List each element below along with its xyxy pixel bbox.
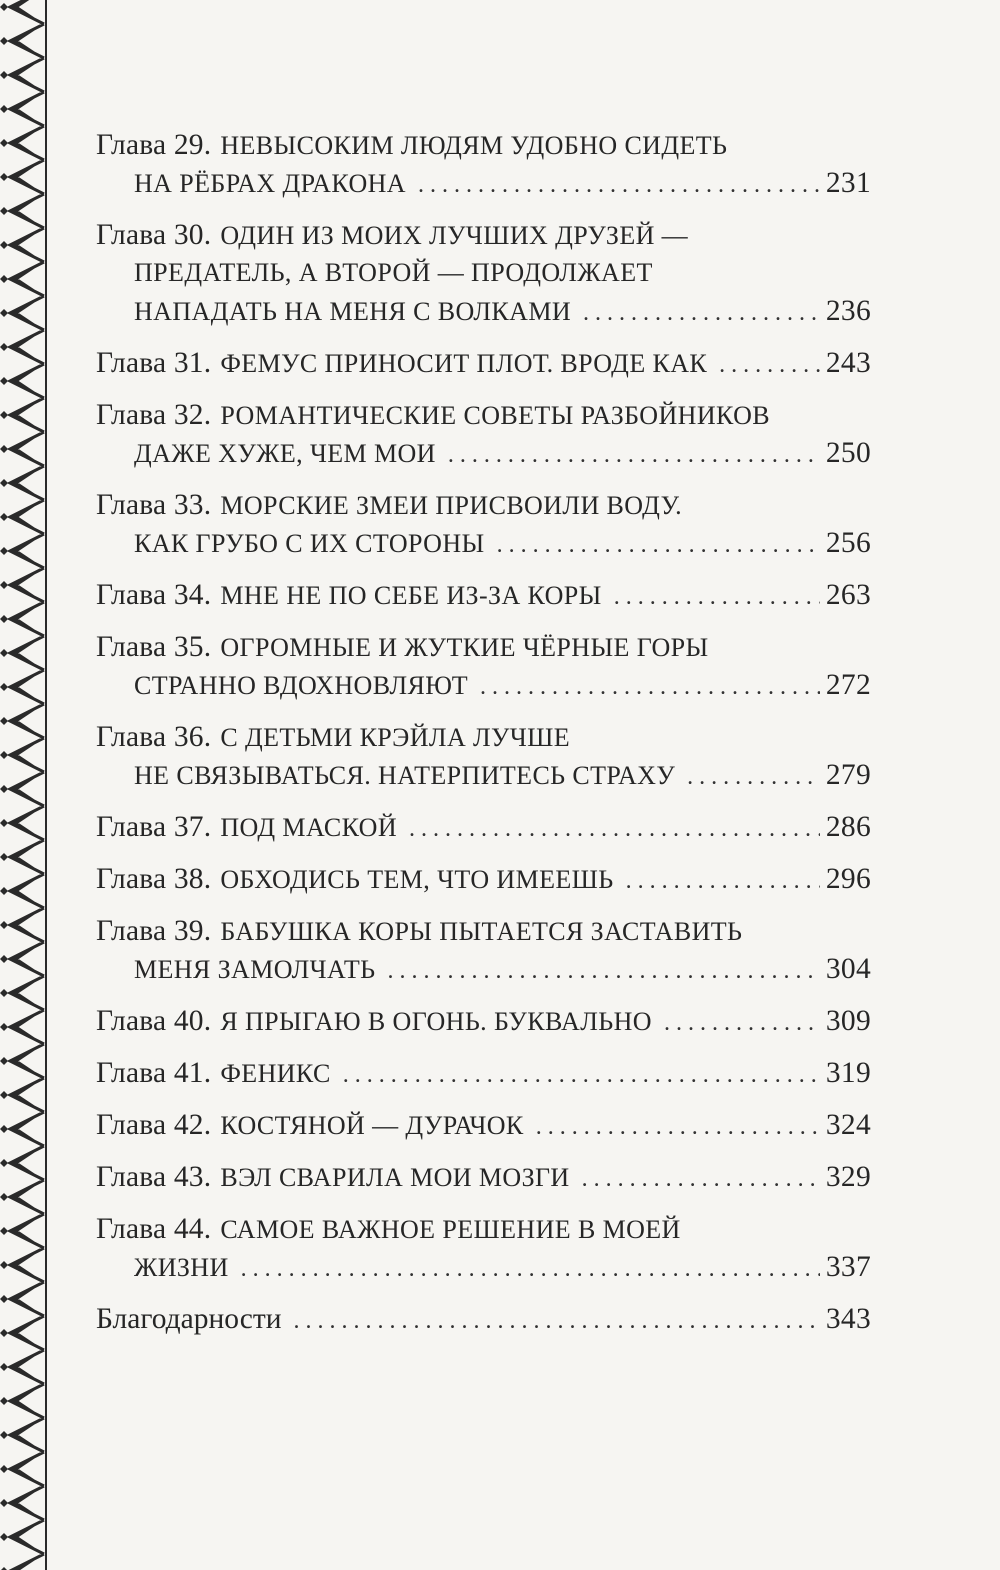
- toc-entry-line: [96, 164, 871, 202]
- chapter-title: МЕНЯ ЗАМОЛЧАТЬ: [134, 955, 376, 984]
- toc-entry: [96, 344, 871, 382]
- page-number: 286: [825, 811, 871, 843]
- dot-leader: [343, 1056, 820, 1094]
- diamond-mark: [0, 1397, 8, 1405]
- diamond-mark: [0, 683, 8, 691]
- toc-entry: [96, 860, 871, 898]
- chapter-title: СТРАННО ВДОХНОВЛЯЮТ: [134, 671, 469, 700]
- dot-leader: [687, 758, 820, 796]
- chapter-number: Глава 31.: [96, 347, 212, 379]
- toc-entry-line: [96, 1248, 871, 1286]
- toc-entry-line: [96, 434, 871, 472]
- toc-entry-line: [96, 292, 871, 330]
- diamond-mark: [0, 445, 8, 453]
- chapter-title: Я ПРЫГАЮ В ОГОНЬ. БУКВАЛЬНО: [220, 1007, 652, 1036]
- toc-entry-line: [96, 756, 871, 794]
- toc-entry: [96, 628, 871, 704]
- toc-entry: [96, 912, 871, 988]
- page-number: 279: [825, 759, 871, 791]
- toc-entry-line: [96, 524, 871, 562]
- page-number: 236: [825, 295, 871, 327]
- dot-leader: [664, 1004, 820, 1042]
- table-of-contents: [96, 126, 871, 1352]
- page-number: 329: [825, 1161, 871, 1193]
- diamond-mark: [0, 1363, 8, 1371]
- chapter-title: ОГРОМНЫЕ И ЖУТКИЕ ЧЁРНЫЕ ГОРЫ: [220, 633, 709, 662]
- chapter-title: НАПАДАТЬ НА МЕНЯ С ВОЛКАМИ: [134, 297, 572, 326]
- dot-leader: [626, 862, 820, 900]
- page-number: 243: [825, 347, 871, 379]
- chapter-title: ФЕНИКС: [220, 1059, 331, 1088]
- diamond-mark: [0, 615, 8, 623]
- dot-leader: [582, 1160, 820, 1198]
- page-number: 319: [825, 1057, 871, 1089]
- dot-leader: [497, 526, 820, 564]
- diamond-mark: [0, 955, 8, 963]
- diamond-mark: [0, 1193, 8, 1201]
- dot-leader: [387, 952, 819, 990]
- diamond-mark: [0, 1125, 8, 1133]
- toc-entry-line: [96, 344, 871, 382]
- toc-entry-line: [96, 718, 871, 756]
- toc-entry-line: [96, 628, 871, 666]
- chapter-number: Глава 34.: [96, 579, 212, 611]
- chapter-number: Глава 42.: [96, 1109, 212, 1141]
- diamond-mark: [0, 1159, 8, 1167]
- diamond-mark: [0, 1499, 8, 1507]
- chapter-number: Глава 39.: [96, 915, 212, 947]
- chapter-title: НЕ СВЯЗЫВАТЬСЯ. НАТЕРПИТЕСЬ СТРАХУ: [134, 761, 676, 790]
- page-number: 309: [825, 1005, 871, 1037]
- diamond-mark: [0, 649, 8, 657]
- dot-leader: [719, 346, 820, 384]
- dot-leader: [418, 166, 820, 204]
- toc-entry-line: [96, 1054, 871, 1092]
- page-number: 250: [825, 437, 871, 469]
- chapter-title: НА РЁБРАХ ДРАКОНА: [134, 169, 406, 198]
- chapter-title: ОДИН ИЗ МОИХ ЛУЧШИХ ДРУЗЕЙ —: [220, 221, 689, 250]
- chapter-title: МНЕ НЕ ПО СЕБЕ ИЗ-ЗА КОРЫ: [220, 581, 602, 610]
- chapter-title: ДАЖЕ ХУЖЕ, ЧЕМ МОИ: [134, 439, 436, 468]
- dot-leader: [583, 294, 820, 332]
- diamond-mark: [0, 513, 8, 521]
- ornamental-border: [0, 0, 48, 1570]
- chapter-title: ФЕМУС ПРИНОСИТ ПЛОТ. ВРОДЕ КАК: [220, 349, 708, 378]
- chapter-title: КАК ГРУБО С ИХ СТОРОНЫ: [134, 529, 485, 558]
- page-number: 337: [825, 1251, 871, 1283]
- toc-entry: [96, 576, 871, 614]
- page-number: 231: [825, 167, 871, 199]
- chapter-title: РОМАНТИЧЕСКИЕ СОВЕТЫ РАЗБОЙНИКОВ: [220, 401, 771, 430]
- diamond-mark: [0, 275, 8, 283]
- toc-entry-line: [96, 486, 871, 524]
- diamond-mark: [0, 785, 8, 793]
- diamond-mark: [0, 887, 8, 895]
- diamond-mark: [0, 819, 8, 827]
- chapter-number: Глава 41.: [96, 1057, 212, 1089]
- chapter-title: НЕВЫСОКИМ ЛЮДЯМ УДОБНО СИДЕТЬ: [220, 131, 728, 160]
- diamond-mark: [0, 1023, 8, 1031]
- page-number: 296: [825, 863, 871, 895]
- toc-entry-line: [96, 1300, 871, 1338]
- chapter-number: Глава 29.: [96, 129, 212, 161]
- dot-leader: [241, 1250, 820, 1288]
- dot-leader: [614, 578, 820, 616]
- diamond-mark: [0, 989, 8, 997]
- dot-leader: [480, 668, 820, 706]
- toc-entry: [96, 808, 871, 846]
- chapter-number: Глава 35.: [96, 631, 212, 663]
- toc-entry: [96, 1106, 871, 1144]
- diamond-mark: [0, 1533, 8, 1541]
- page-number: 256: [825, 527, 871, 559]
- diamond-mark: [0, 139, 8, 147]
- diamond-mark: [0, 921, 8, 929]
- diamond-mark: [0, 309, 8, 317]
- diamond-mark: [0, 343, 8, 351]
- diamond-mark: [0, 1091, 8, 1099]
- chapter-number: Глава 40.: [96, 1005, 212, 1037]
- page-number: 263: [825, 579, 871, 611]
- toc-entry-line: [96, 860, 871, 898]
- toc-entry-line: [96, 808, 871, 846]
- dot-leader: [294, 1302, 820, 1340]
- chapter-number: Глава 37.: [96, 811, 212, 843]
- diamond-mark: [0, 1431, 8, 1439]
- toc-entry: [96, 1300, 871, 1338]
- toc-entry: [96, 1158, 871, 1196]
- toc-entry: [96, 1002, 871, 1040]
- diamond-mark: [0, 1465, 8, 1473]
- diamond-mark: [0, 581, 8, 589]
- toc-entry-line: [96, 576, 871, 614]
- diamond-mark: [0, 1295, 8, 1303]
- toc-entry-line: [96, 396, 871, 434]
- diamond-mark: [0, 751, 8, 759]
- diamond-mark: [0, 3, 8, 11]
- chapter-title: ПРЕДАТЕЛЬ, А ВТОРОЙ — ПРОДОЛЖАЕТ: [134, 258, 653, 287]
- chapter-title: ПОД МАСКОЙ: [220, 813, 398, 842]
- toc-entry-line: [96, 216, 871, 254]
- toc-entry-line: [96, 126, 871, 164]
- chapter-title: МОРСКИЕ ЗМЕИ ПРИСВОИЛИ ВОДУ.: [220, 491, 683, 520]
- chapter-number: Глава 33.: [96, 489, 212, 521]
- page-number: 304: [825, 953, 871, 985]
- diamond-mark: [0, 1057, 8, 1065]
- diamond-mark: [0, 1329, 8, 1337]
- diamond-mark: [0, 105, 8, 113]
- chevron-pattern: [10, 0, 44, 1570]
- chapter-title: ВЭЛ СВАРИЛА МОИ МОЗГИ: [220, 1163, 570, 1192]
- diamond-mark: [0, 1261, 8, 1269]
- dot-leader: [536, 1108, 820, 1146]
- toc-entry-line: [96, 950, 871, 988]
- chapter-title: БАБУШКА КОРЫ ПЫТАЕТСЯ ЗАСТАВИТЬ: [220, 917, 743, 946]
- page-number: 272: [825, 669, 871, 701]
- diamond-mark: [0, 1227, 8, 1235]
- diamond-mark: [0, 547, 8, 555]
- chapter-title: КОСТЯНОЙ — ДУРАЧОК: [220, 1111, 524, 1140]
- chapter-number: Глава 30.: [96, 219, 212, 251]
- chapter-title: САМОЕ ВАЖНОЕ РЕШЕНИЕ В МОЕЙ: [220, 1215, 681, 1244]
- toc-entry-line: [96, 1002, 871, 1040]
- toc-entry-line: [96, 912, 871, 950]
- diamond-mark: [0, 717, 8, 725]
- toc-entry: [96, 396, 871, 472]
- entry-title: Благодарности: [96, 1303, 282, 1335]
- toc-entry: [96, 1054, 871, 1092]
- diamond-mark: [0, 207, 8, 215]
- chapter-title: ОБХОДИСЬ ТЕМ, ЧТО ИМЕЕШЬ: [220, 865, 614, 894]
- toc-entry-line: [96, 254, 871, 292]
- page-number: 343: [825, 1303, 871, 1335]
- diamond-mark: [0, 853, 8, 861]
- page-number: 324: [825, 1109, 871, 1141]
- toc-entry-line: [96, 1210, 871, 1248]
- chapter-number: Глава 43.: [96, 1161, 212, 1193]
- chapter-number: Глава 36.: [96, 721, 212, 753]
- chapter-title: ЖИЗНИ: [134, 1253, 229, 1282]
- diamond-mark: [0, 377, 8, 385]
- chapter-title: С ДЕТЬМИ КРЭЙЛА ЛУЧШЕ: [220, 723, 571, 752]
- toc-entry: [96, 126, 871, 202]
- dot-leader: [409, 810, 820, 848]
- chapter-number: Глава 32.: [96, 399, 212, 431]
- diamond-mark: [0, 71, 8, 79]
- diamond-mark: [0, 411, 8, 419]
- diamond-mark: [0, 37, 8, 45]
- dot-leader: [448, 436, 820, 474]
- toc-entry-line: [96, 1106, 871, 1144]
- toc-entry: [96, 1210, 871, 1286]
- toc-entry: [96, 216, 871, 330]
- diamond-mark: [0, 241, 8, 249]
- chapter-number: Глава 44.: [96, 1213, 212, 1245]
- chapter-number: Глава 38.: [96, 863, 212, 895]
- toc-entry: [96, 718, 871, 794]
- toc-entry-line: [96, 666, 871, 704]
- toc-entry-line: [96, 1158, 871, 1196]
- diamond-mark: [0, 173, 8, 181]
- toc-entry: [96, 486, 871, 562]
- diamond-mark: [0, 479, 8, 487]
